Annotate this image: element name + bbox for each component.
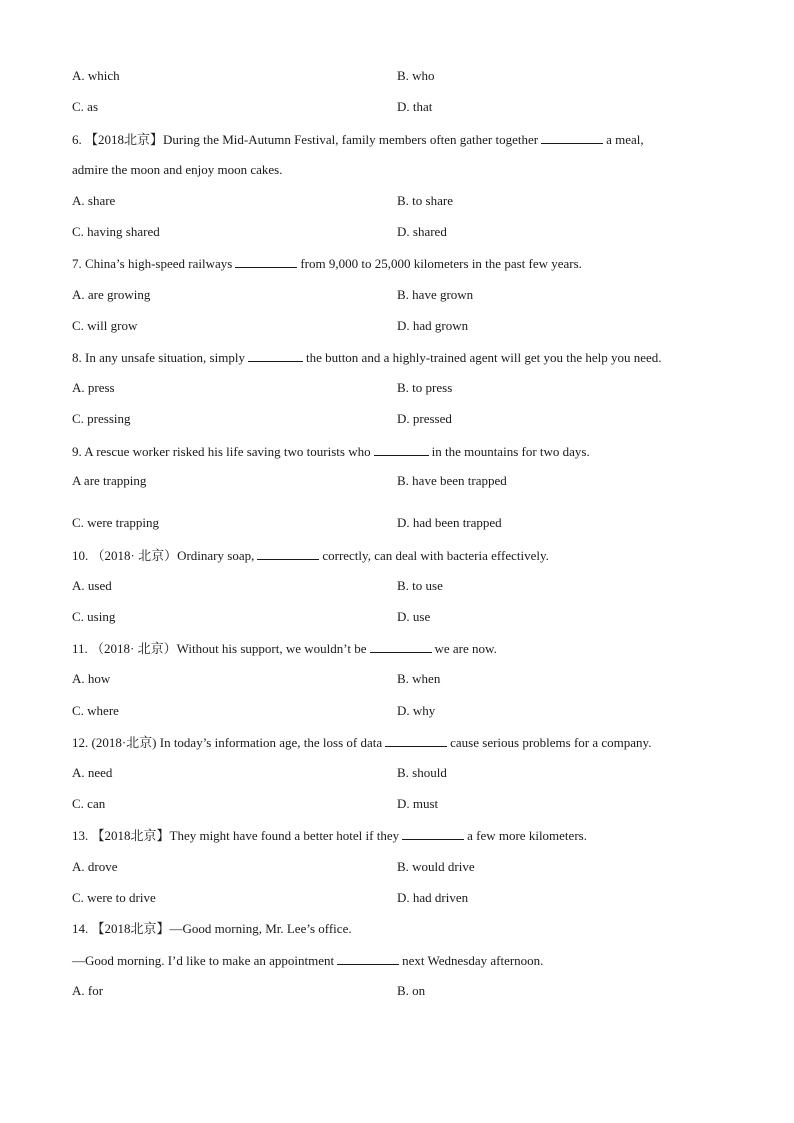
q12-option-d: D. must (397, 796, 439, 811)
q6-stem-line2: admire the moon and enjoy moon cakes. (72, 162, 283, 177)
q8-option-a: A. press (72, 380, 115, 395)
q11-stem-prefix: 11. （2018· 北京）Without his support, we wouldn’t be (72, 641, 367, 656)
q12-stem-prefix: 12. (2018·北京) In today’s information age, the loss of data (72, 735, 383, 750)
q7-option-d: D. had grown (397, 318, 469, 333)
q11-option-c: C. where (72, 703, 119, 718)
q6-blank (541, 131, 603, 144)
q6-stem (72, 131, 644, 148)
q9-option-b: B. have been trapped (397, 473, 507, 488)
q12-blank (385, 734, 447, 747)
q5-option-d: D. that (397, 99, 433, 114)
q10-blank (257, 547, 319, 560)
q7-option-b: B. have grown (397, 287, 474, 302)
q10-option-c: C. using (72, 609, 116, 624)
q13-option-c: C. were to drive (72, 890, 156, 905)
q9-stem-prefix: 9. A rescue worker risked his life saving two tourists who (72, 444, 371, 459)
q5-option-a: A. which (72, 68, 120, 83)
q8-option-b: B. to press (397, 380, 453, 395)
q10-option-a: A. used (72, 578, 112, 593)
q9-stem (72, 443, 590, 460)
q13-option-b: B. would drive (397, 859, 475, 874)
q6-stem-prefix: 6. 【2018北京】During the Mid-Autumn Festival, family members often gather together (72, 132, 539, 147)
q6-option-d: D. shared (397, 224, 447, 239)
q7-option-a: A. are growing (72, 287, 151, 302)
q14-blank (337, 952, 399, 965)
q9-option-d: D. had been trapped (397, 515, 502, 530)
q11-option-a: A. how (72, 671, 111, 686)
q13-stem-prefix: 13. 【2018北京】They might have found a better hotel if they (72, 828, 400, 843)
q13-option-a: A. drove (72, 859, 118, 874)
q12-stem (72, 734, 651, 751)
q5-option-b: B. who (397, 68, 435, 83)
q7-stem-suffix: from 9,000 to 25,000 kilometers in the past few years. (300, 256, 582, 271)
q9-option-c: C. were trapping (72, 515, 160, 530)
q7-blank (235, 255, 297, 268)
q10-stem-suffix: correctly, can deal with bacteria effectively. (322, 548, 549, 563)
q14-stem-suffix: next Wednesday afternoon. (402, 953, 544, 968)
q13-blank (402, 827, 464, 840)
q9-option-a: A are trapping (72, 473, 147, 488)
q11-stem-suffix: we are now. (434, 641, 497, 656)
q14-stem-prefix: —Good morning. I’d like to make an appointment (72, 953, 335, 968)
q8-option-d: D. pressed (397, 411, 452, 426)
q6-option-b: B. to share (397, 193, 453, 208)
q14-stem-line2 (72, 952, 543, 969)
q7-stem (72, 255, 582, 272)
q8-stem-suffix: the button and a highly-trained agent will get you the help you need. (305, 350, 662, 365)
q10-option-b: B. to use (397, 578, 443, 593)
q13-stem (72, 827, 587, 844)
q6-option-c: C. having shared (72, 224, 160, 239)
q6-stem-suffix: a meal, (606, 132, 644, 147)
q13-option-d: D. had driven (397, 890, 469, 905)
q10-stem-prefix: 10. （2018· 北京）Ordinary soap, (72, 548, 255, 563)
q9-blank (374, 443, 429, 456)
q12-option-b: B. should (397, 765, 447, 780)
q11-option-b: B. when (397, 671, 441, 686)
q11-stem (72, 640, 497, 657)
q12-stem-suffix: cause serious problems for a company. (450, 735, 652, 750)
q14-option-a: A. for (72, 983, 104, 998)
q14-option-b: B. on (397, 983, 426, 998)
q8-stem-prefix: 8. In any unsafe situation, simply (72, 350, 245, 365)
q7-stem-prefix: 7. China’s high-speed railways (72, 256, 233, 271)
q12-option-c: C. can (72, 796, 106, 811)
q9-stem-suffix: in the mountains for two days. (431, 444, 590, 459)
q13-stem-suffix: a few more kilometers. (467, 828, 587, 843)
q12-option-a: A. need (72, 765, 113, 780)
q8-option-c: C. pressing (72, 411, 131, 426)
q10-stem (72, 547, 549, 564)
q8-blank (248, 349, 303, 362)
q6-option-a: A. share (72, 193, 116, 208)
q5-option-c: C. as (72, 99, 98, 114)
q8-stem (72, 349, 662, 366)
q10-option-d: D. use (397, 609, 431, 624)
q11-blank (370, 640, 432, 653)
q14-stem-line1: 14. 【2018北京】—Good morning, Mr. Lee’s office. (72, 921, 352, 936)
q11-option-d: D. why (397, 703, 436, 718)
q7-option-c: C. will grow (72, 318, 138, 333)
